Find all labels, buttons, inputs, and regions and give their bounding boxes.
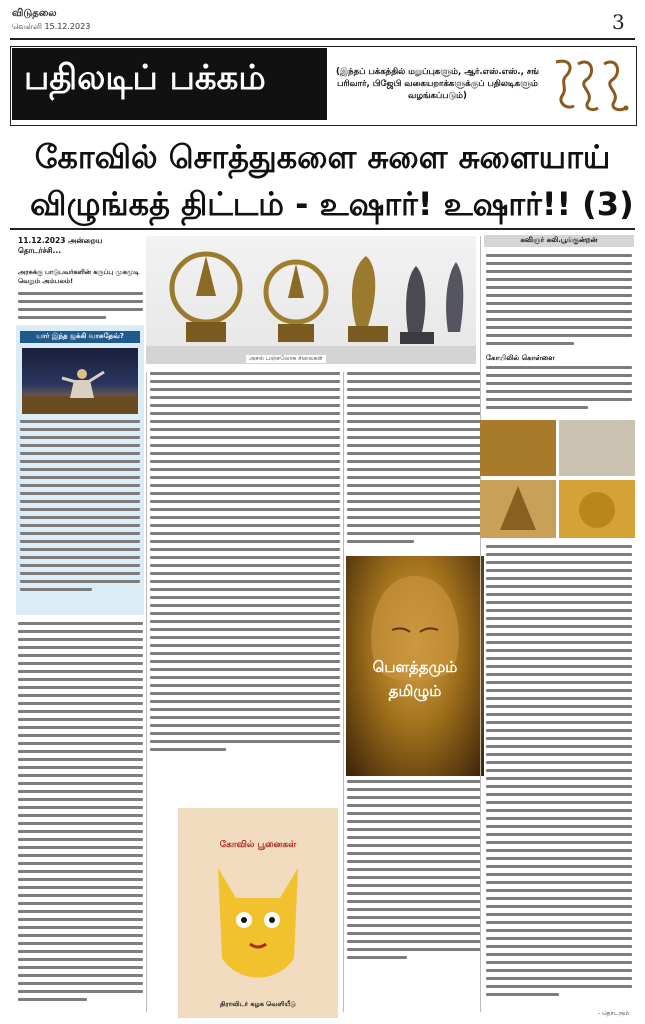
article-kicker: 11.12.2023 அன்றைய தொடர்ச்சி... (18, 236, 103, 255)
temple-photo-collage (480, 420, 635, 538)
idol-photo-caption: அசல் பஞ்சலோக சிலைகள் (246, 355, 326, 363)
section-title: பதிலடிப் பக்கம் (24, 58, 266, 98)
masthead-rule (10, 38, 635, 40)
issue-date: வெள்ளி 15.12.2023 (12, 22, 91, 31)
column-1-text-bottom (18, 622, 143, 1006)
publication-name: விடுதலை (12, 8, 57, 19)
rss-logo (548, 52, 634, 116)
column-4-text-mid (486, 366, 632, 414)
sidebar-title: யார் இந்த ஜக்கி வாசுதேவ்? (36, 332, 124, 340)
right-subhead: கோயிலில் கொள்ளை (486, 354, 555, 362)
continued-note: - தொடரும் (598, 1010, 629, 1017)
column-divider-2 (343, 372, 344, 1012)
column-4-text-bottom (486, 545, 632, 1001)
author-byline: கவிஞர் கலி.பூங்குன்றன் (520, 236, 598, 244)
column-1-text-top (18, 292, 143, 324)
column-divider-3 (480, 236, 481, 1012)
buddha-promo-title-2: தமிழும் (388, 682, 442, 700)
column-divider-1 (146, 372, 147, 1012)
page-number: 3 (612, 10, 625, 34)
book-publisher: திராவிடர் கழக வெளியீடு (220, 1000, 296, 1008)
section-note: (இந்தப் பக்கத்தில் மறுப்புகளும், ஆர்.எஸ்.எஸ்., சங் பரிவார், பிஜேபி வகையறாக்களுக்குப் பதிலடிகளும் வழங்கப்படும்) (336, 67, 539, 101)
masthead (0, 0, 645, 40)
idol-photo (146, 236, 476, 364)
column-3-text-bottom (347, 780, 481, 964)
book-cover-title: கோவில் பூனைகள் (219, 840, 297, 850)
sidebar-photo (22, 348, 138, 414)
headline-rule (10, 228, 635, 230)
buddha-promo-title-1: பௌத்தமும் (372, 658, 458, 676)
headline-line-1: கோவில் சொத்துகளை சுளை சுளையாய் (34, 138, 611, 176)
column-4-text-top (486, 254, 632, 350)
column-2-text-top (150, 372, 340, 756)
article-subhead: அரசுக்கு பாடுபவர்களின் கருப்பு முகமூடி வெறும் அம்பலம்! (18, 268, 140, 285)
sidebar-text (20, 420, 140, 596)
headline-line-2: விழுங்கத் திட்டம் - உஷார்! உஷார்!! (3) (30, 185, 634, 223)
column-3-text-top (347, 372, 481, 548)
